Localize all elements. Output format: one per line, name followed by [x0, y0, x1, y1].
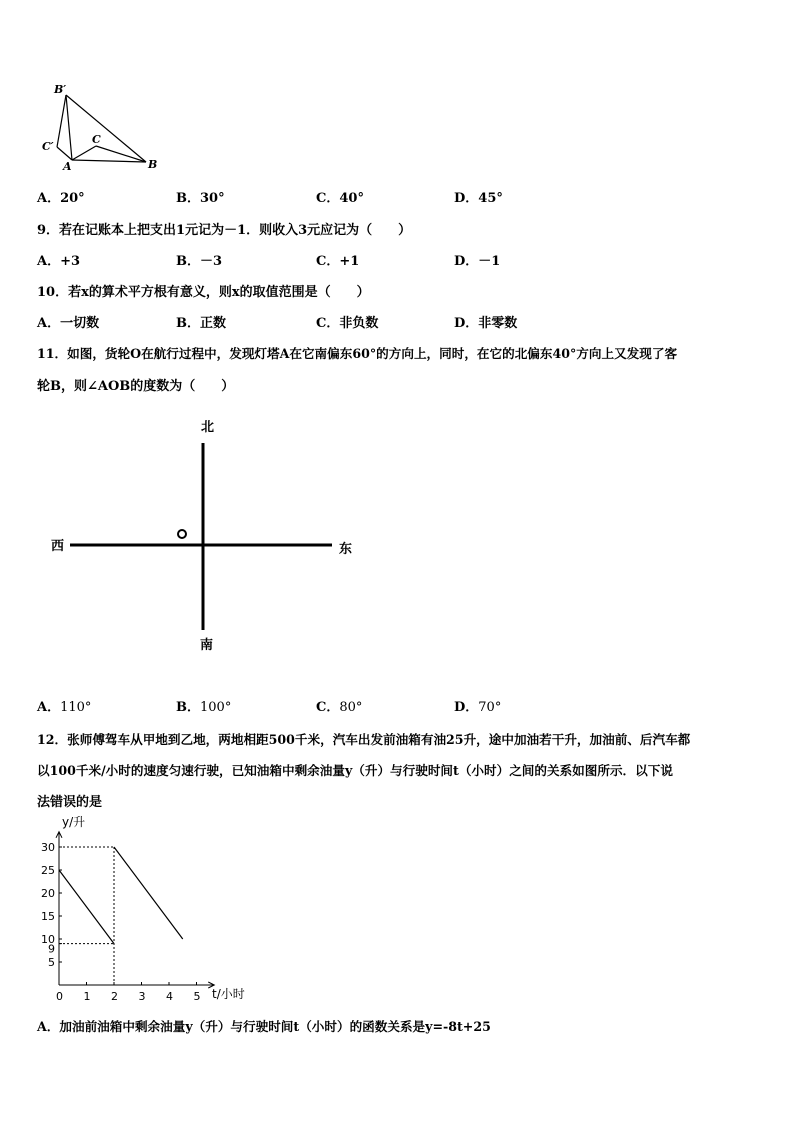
origin-marker [178, 530, 186, 538]
x-tick-label: 4 [166, 990, 173, 1003]
q9-option-d[interactable]: D．－1 [454, 254, 501, 269]
chart-series [59, 847, 183, 944]
q12-option-a[interactable]: A．加油前油箱中剩余油量y（升）与行驶时间t（小时）的函数关系是y=-8t+25 [37, 1019, 491, 1034]
compass-east: 东 [339, 542, 353, 557]
y-tick-label: 10 [41, 933, 55, 946]
q11-option-a[interactable]: A．110° [37, 700, 92, 715]
compass-south: 南 [200, 638, 214, 653]
compass-north: 北 [201, 420, 215, 435]
y-tick-label: 25 [41, 864, 55, 877]
x-tick-label: 5 [193, 990, 201, 1003]
chart-guides [59, 847, 114, 985]
x-tick-label: 0 [56, 990, 63, 1003]
q8-option-b[interactable]: B．30° [176, 191, 225, 206]
chart-ticks [41, 841, 201, 1003]
label-c-prime: C′ [42, 140, 54, 153]
chart-xlabel: t/小时 [212, 987, 245, 1001]
label-b: B [148, 158, 158, 171]
series-line-0 [59, 870, 114, 944]
y-tick-label: 5 [48, 956, 55, 969]
chart-axes [56, 832, 214, 988]
x-tick-label: 3 [138, 990, 146, 1003]
q10-option-d[interactable]: D．非零数 [454, 316, 518, 331]
q11-option-d[interactable]: D．70° [454, 700, 502, 715]
q9-option-a[interactable]: A．+3 [37, 254, 81, 269]
q11-stem-line2: 轮B，则∠AOB的度数为（ ） [37, 379, 235, 394]
q10-option-c[interactable]: C．非负数 [316, 316, 379, 331]
triangle-figure [38, 80, 168, 172]
q8-option-d[interactable]: D．45° [454, 191, 503, 206]
q9-stem: 9．若在记账本上把支出1元记为－1．则收入3元应记为（ ） [37, 223, 412, 238]
chart-ylabel: y/升 [62, 815, 86, 829]
q10-stem: 10．若x的算术平方根有意义，则x的取值范围是（ ） [37, 285, 370, 300]
y-tick-label: 20 [41, 887, 55, 900]
q9-option-b[interactable]: B．－3 [176, 254, 223, 269]
q12-stem-line1: 12．张师傅驾车从甲地到乙地，两地相距500千米，汽车出发前油箱有油25升，途中加油若干升，加油前、后汽车都 [37, 732, 691, 747]
q10-option-a[interactable]: A．一切数 [37, 316, 100, 331]
q9-option-c[interactable]: C．+1 [316, 254, 360, 269]
y-tick-label: 9 [48, 942, 55, 956]
label-c: C [92, 133, 101, 146]
y-tick-label: 30 [41, 841, 55, 854]
compass-figure [45, 415, 365, 660]
q8-option-c[interactable]: C．40° [316, 191, 364, 206]
q12-stem-line2: 以100千米/小时的速度匀速行驶，已知油箱中剩余油量y（升）与行驶时间t（小时）之间的关系如图所示．以下说 [37, 763, 673, 778]
q12-stem-line3: 法错误的是 [37, 795, 103, 810]
q10-option-b[interactable]: B．正数 [176, 316, 227, 331]
x-tick-label: 1 [83, 990, 91, 1003]
series-line-1 [114, 847, 183, 939]
label-a: A [63, 160, 72, 172]
q11-stem-line1: 11．如图，货轮O在航行过程中，发现灯塔A在它南偏东60°的方向上，同时，在它的北偏东40°方向上又发现了客 [37, 346, 678, 361]
q11-option-c[interactable]: C．80° [316, 700, 363, 715]
q8-option-a[interactable]: A．20° [37, 191, 85, 206]
label-b-prime: B′ [54, 83, 67, 96]
q11-option-b[interactable]: B．100° [176, 700, 232, 715]
x-tick-label: 2 [111, 990, 118, 1003]
fuel-chart [28, 810, 258, 1010]
compass-west: 西 [51, 539, 65, 554]
y-tick-label: 15 [41, 910, 55, 923]
